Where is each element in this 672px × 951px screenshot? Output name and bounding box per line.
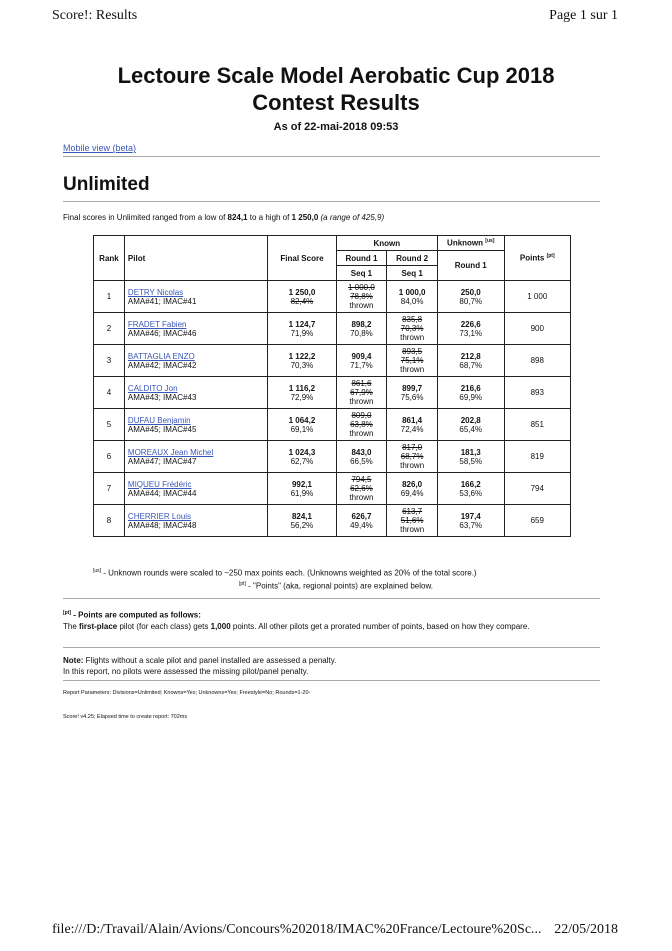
round-2-cell: 817,0 68,7% thrown (387, 441, 438, 473)
rank-cell: 6 (94, 441, 125, 473)
final-score-cell: 1 024,3 62,7% (268, 441, 336, 473)
summary-high: 1 250,0 (291, 213, 319, 222)
rank-cell: 5 (94, 409, 125, 441)
table-row (94, 441, 571, 473)
points-cell: 898 (504, 345, 570, 377)
footnote-points: [pt] - "Points" (aka, regional points) are explained below. (238, 581, 434, 591)
print-header-title: Score!: Results (52, 8, 138, 23)
round-2-cell: 893,5 75,1% thrown (387, 345, 438, 377)
header-seq-1: Seq 1 (336, 266, 387, 281)
header-known-round-1: Round 1 (336, 251, 387, 266)
round-2-cell: 899,7 75,6% (387, 377, 438, 409)
pilot-name-link[interactable]: MIQUEU Frédéric (127, 479, 192, 489)
header-seq-1: Seq 1 (387, 266, 438, 281)
unknown-cell: 181,3 58,5% (437, 441, 504, 473)
rank-cell: 3 (94, 345, 125, 377)
divider (63, 598, 600, 599)
pilot-ids: AMA#43; IMAC#43 (127, 392, 197, 402)
points-cell: 900 (504, 313, 570, 345)
note-assessed: In this report, no pilots were assessed the missing pilot/panel penalty. (63, 667, 309, 676)
note-penalty: Note: Flights without a scale pilot and panel installed are assessed a penalty. (63, 656, 337, 665)
table-row (94, 281, 571, 313)
rank-cell: 8 (94, 505, 125, 537)
round-1-cell: 1 000,0 78,8% thrown (336, 281, 387, 313)
header-known-round-2: Round 2 (387, 251, 438, 266)
round-2-cell: 613,7 51,6% thrown (387, 505, 438, 537)
pilot-name-link[interactable]: MOREAUX Jean Michel (127, 447, 214, 457)
summary-prefix: Final scores in Unlimited ranged from a low of (63, 213, 228, 222)
divider (63, 647, 600, 648)
summary-mid: to a high of (247, 213, 292, 222)
pilot-ids: AMA#44; IMAC#44 (127, 488, 197, 498)
round-1-cell: 809,0 63,8% thrown (336, 409, 387, 441)
unknown-cell: 202,8 65,4% (437, 409, 504, 441)
pilot-name-link[interactable]: CALDITO Jon (127, 383, 178, 393)
pilot-cell (124, 281, 267, 313)
final-score-cell: 1 250,0 82,4% (268, 281, 336, 313)
print-footer-date: 22/05/2018 (554, 922, 618, 937)
final-score-cell: 1 124,7 71,9% (268, 313, 336, 345)
footnote-unknown: [us] - Unknown rounds were scaled to ~250 max points each. (Unknowns weighted as 20% of the total score.) (93, 568, 477, 578)
round-2-cell: 835,8 70,3% thrown (387, 313, 438, 345)
title-line-2: Contest Results (252, 90, 420, 115)
pilot-ids: AMA#48; IMAC#48 (127, 520, 197, 530)
as-of-date: As of 22-mai-2018 09:53 (273, 121, 399, 133)
round-1-cell: 898,2 70,8% (336, 313, 387, 345)
pilot-cell (124, 313, 267, 345)
points-cell: 893 (504, 377, 570, 409)
pilot-name-link[interactable]: CHERRIER Louis (127, 511, 192, 521)
points-heading: [pt] - Points are computed as follows: (63, 610, 201, 620)
pilot-name-link[interactable]: DETRY Nicolas (127, 287, 184, 297)
points-explanation: The first-place pilot (for each class) gets 1,000 points. All other pilots get a prorated number of points, based on how they compare. (63, 622, 530, 631)
rank-cell: 7 (94, 473, 125, 505)
header-final-score: Final Score (268, 236, 336, 281)
round-1-cell: 843,0 66,5% (336, 441, 387, 473)
print-footer-url: file:///D:/Travail/Alain/Avions/Concours%202018/IMAC%20France/Lectoure%20Sc... (52, 922, 542, 937)
score-version: Score! v4.25; Elapsed time to create report: 702ms (63, 714, 188, 720)
points-cell: 1 000 (504, 281, 570, 313)
table-row (94, 377, 571, 409)
unknown-cell: 166,2 53,6% (437, 473, 504, 505)
mobile-view-link[interactable]: Mobile view (beta) (63, 143, 137, 153)
pilot-ids: AMA#45; IMAC#45 (127, 424, 197, 434)
title-line-1: Lectoure Scale Model Aerobatic Cup 2018 (117, 63, 555, 88)
divider (63, 156, 600, 157)
unknown-cell: 212,8 68,7% (437, 345, 504, 377)
unknown-cell: 226,6 73,1% (437, 313, 504, 345)
print-header-page: Page 1 sur 1 (549, 8, 618, 23)
unknown-cell: 197,4 63,7% (437, 505, 504, 537)
table-row (94, 505, 571, 537)
pilot-ids: AMA#47; IMAC#47 (127, 456, 197, 466)
round-1-cell: 794,5 62,6% thrown (336, 473, 387, 505)
pilot-cell (124, 441, 267, 473)
divider (63, 201, 600, 202)
rank-cell: 4 (94, 377, 125, 409)
table-row (94, 409, 571, 441)
report-parameters: Report Parameters: Divisions=Unlimited; Knowns=Yes; Unknowns=Yes; Freestyle=No; Rounds=1-20- (63, 690, 311, 696)
round-2-cell: 1 000,0 84,0% (387, 281, 438, 313)
unknown-cell: 216,6 69,9% (437, 377, 504, 409)
pilot-ids: AMA#46; IMAC#46 (127, 328, 197, 338)
round-1-cell: 909,4 71,7% (336, 345, 387, 377)
header-points: Points [pt] (504, 236, 570, 281)
points-cell: 819 (504, 441, 570, 473)
header-unknown: Unknown [us] (437, 236, 504, 251)
round-2-cell: 861,4 72,4% (387, 409, 438, 441)
final-score-cell: 824,1 56,2% (268, 505, 336, 537)
points-cell: 794 (504, 473, 570, 505)
final-score-cell: 1 116,2 72,9% (268, 377, 336, 409)
points-cell: 659 (504, 505, 570, 537)
table-row (94, 313, 571, 345)
unknown-cell: 250,0 80,7% (437, 281, 504, 313)
final-score-cell: 992,1 61,9% (268, 473, 336, 505)
class-heading: Unlimited (63, 174, 150, 195)
pilot-name-link[interactable]: BATTAGLIA ENZO (127, 351, 195, 361)
table-row (94, 473, 571, 505)
points-cell: 851 (504, 409, 570, 441)
pilot-ids: AMA#42; IMAC#42 (127, 360, 197, 370)
pilot-cell (124, 473, 267, 505)
page-title (0, 62, 672, 116)
final-score-cell: 1 122,2 70,3% (268, 345, 336, 377)
table-row (94, 345, 571, 377)
pilot-ids: AMA#41; IMAC#41 (127, 296, 197, 306)
pilot-name-link[interactable]: DUFAU Benjamin (127, 415, 191, 425)
header-known: Known (336, 236, 437, 251)
rank-cell: 1 (94, 281, 125, 313)
round-2-cell: 826,0 69,4% (387, 473, 438, 505)
results-table (93, 235, 571, 537)
pilot-cell (124, 377, 267, 409)
rank-cell: 2 (94, 313, 125, 345)
round-1-cell: 626,7 49,4% (336, 505, 387, 537)
final-score-cell: 1 064,2 69,1% (268, 409, 336, 441)
pilot-cell (124, 345, 267, 377)
pilot-cell (124, 505, 267, 537)
header-rank: Rank (94, 236, 125, 281)
header-unknown-round-1: Round 1 (437, 251, 504, 281)
summary-low: 824,1 (227, 213, 248, 222)
score-summary (63, 213, 384, 222)
divider (63, 680, 600, 681)
round-1-cell: 861,6 67,9% thrown (336, 377, 387, 409)
header-pilot: Pilot (124, 236, 267, 281)
summary-range: (a range of 425,9) (320, 213, 385, 222)
pilot-cell (124, 409, 267, 441)
pilot-name-link[interactable]: FRADET Fabien (127, 319, 187, 329)
